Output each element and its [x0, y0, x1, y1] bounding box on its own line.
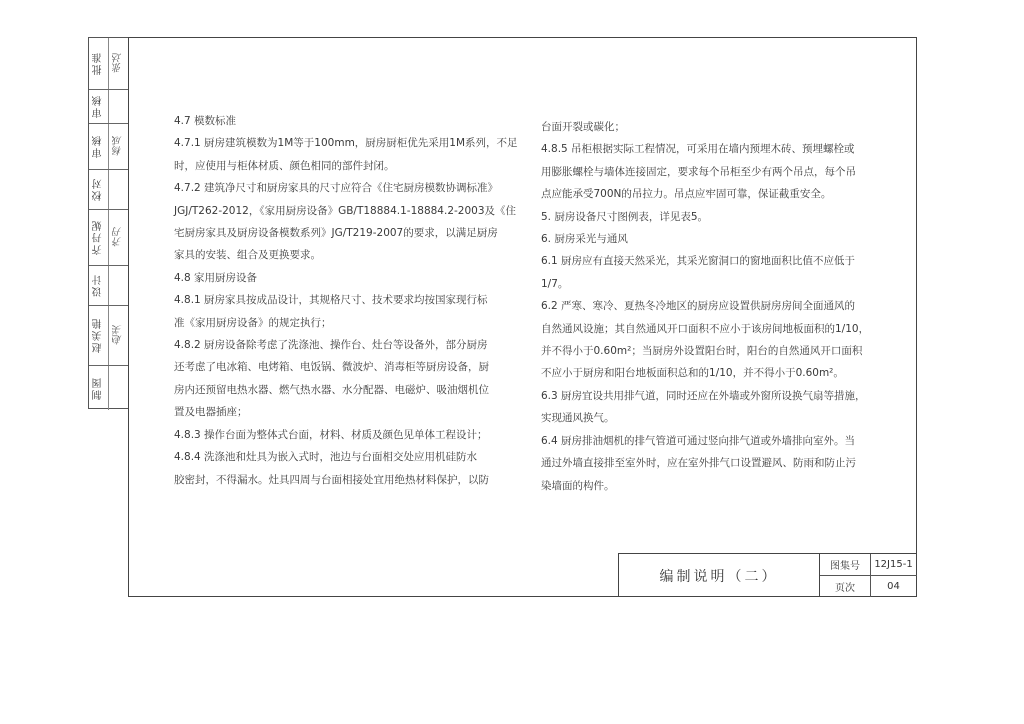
sidebar-label: 批准 [93, 51, 104, 76]
text-line: 4.7.2 建筑净尺寸和厨房家具的尺寸应符合《住宅厨房模数协调标准》 [174, 182, 499, 195]
text-line: 5. 厨房设备尺寸图例表，详见表5。 [541, 210, 709, 223]
sidebar-cell-designer [89, 306, 128, 366]
text-line: 胶密封，不得漏水。灶具四周与台面相接处宜用绝热材料保护，以防 [174, 473, 489, 486]
text-line: 4.8.5 吊柜根据实际工程情况，可采用在墙内预埋木砖、预埋螺栓或 [541, 143, 855, 156]
page-number: 04 [887, 580, 900, 592]
text-line: 6. 厨房采光与通风 [541, 233, 628, 246]
text-line: 6.1 厨房应有直接天然采光，其采光窗洞口的窗地面积比值不应低于 [541, 255, 856, 268]
text-line: 6.2 严寒、寒冷、夏热冬冷地区的厨房应设置供厨房房间全面通风的 [541, 300, 856, 313]
text-line: 置及电器插座； [174, 406, 248, 419]
signature: 齐丹 [113, 227, 124, 248]
signature: 赵美 [113, 325, 124, 346]
signature [109, 90, 128, 123]
text-line: 4.8.1 厨房家具按成品设计，其规格尺寸、技术要求均按国家现行标 [174, 294, 488, 307]
text-line: 实现通风换气。 [541, 412, 615, 425]
left-text-column [174, 110, 518, 491]
page-row [820, 576, 917, 598]
text-line: 4.7.1 厨房建筑模数为1M等于100mm，厨房厨柜优先采用1M系列，不足 [174, 137, 518, 150]
sidebar-cell-reviewer [89, 124, 128, 170]
title-block [618, 553, 917, 597]
text-line: 准《家用厨房设备》的规定执行； [174, 316, 332, 329]
text-line: 点应能承受700N的吊拉力。吊点应牢固可靠，保证截重安全。 [541, 188, 832, 201]
text-line: 用膨胀螺栓与墙体连接固定，要求每个吊柜至少有两个吊点，每个吊 [541, 165, 856, 178]
text-line: 4.7 模数标准 [174, 115, 237, 127]
text-line: 4.8.4 洗涤池和灶具为嵌入式时，池边与台面相交处应用机硅防水 [174, 451, 478, 464]
sidebar-cell-check [89, 170, 128, 210]
page-label: 页次 [820, 576, 871, 598]
text-line: 4.8.2 厨房设备除考虑了洗涤池、操作台、灶台等设备外，部分厨房 [174, 339, 488, 352]
sidebar-label: 审核 [93, 134, 104, 159]
atlas-label: 图集号 [820, 554, 871, 575]
sidebar-cell-drafting [89, 366, 128, 410]
atlas-row [820, 554, 917, 576]
sidebar-label: 制图 [93, 376, 104, 400]
text-line: JGJ/T262-2012，《家用厨房设备》GB/T18884.1-18884.2-2003及《住 [174, 204, 517, 217]
signature [109, 170, 128, 209]
signature [109, 266, 128, 305]
text-line: 6.4 厨房排油烟机的排气管道可通过竖向排气道或外墙排向室外。当 [541, 434, 856, 447]
sidebar-cell-approve [89, 38, 128, 90]
text-line: 6.3 厨房宜设共用排气道，同时还应在外墙或外窗所设换气扇等措施， [541, 389, 866, 402]
text-line: 自然通风设施；其自然通风开口面积不应小于该房间地板面积的1/10， [541, 322, 870, 335]
signature: 杨成 [113, 136, 124, 157]
text-line: 并不得小于0.60m²；当厨房外设置阳台时，阳台的自然通风开口面积 [541, 345, 863, 358]
sidebar-cell-checker [89, 210, 128, 266]
title-block-grid [819, 554, 917, 597]
text-line: 还考虑了电冰箱、电烤箱、电饭锅、微波炉、消毒柜等厨房设备，厨 [174, 361, 489, 374]
sheet-title: 编制说明（二） [659, 568, 779, 585]
text-line: 台面开裂或碳化； [541, 121, 625, 133]
signature [109, 366, 128, 410]
text-line: 通过外墙直接排至室外时，应在室外排气口设置避风、防雨和防止污 [541, 457, 856, 470]
sidebar-label: 校对 [93, 177, 104, 202]
atlas-number: 12J15-1 [874, 558, 913, 570]
sidebar-label: 设计 [93, 273, 104, 298]
text-line: 房内还预留电热水器、燃气热水器、水分配器、电磁炉、吸油烟机位 [174, 383, 489, 396]
sidebar-cell-design [89, 266, 128, 306]
text-line: 不应小于厨房和阳台地板面积总和的1/10，并不得小于0.60m²。 [541, 367, 844, 380]
text-line: 4.8.3 操作台面为整体式台面，材料、材质及颜色见单体工程设计； [174, 428, 488, 441]
signature-sidebar [88, 37, 128, 409]
sidebar-label: 审核 [93, 94, 104, 119]
text-line: 家具的安装、组合及更换要求。 [174, 249, 321, 262]
text-line: 宅厨房家具及厨房设备模数系列》JG/T219-2007的要求，以满足厨房 [174, 227, 498, 240]
sidebar-label: 赵美艳 [93, 317, 104, 354]
text-line: 时，应使用与柜体材质、颜色相同的部件封闭。 [174, 159, 395, 172]
right-text-column [541, 116, 871, 497]
text-line: 1/7。 [541, 277, 569, 290]
sidebar-label: 齐丹妮 [93, 219, 104, 256]
sidebar-cell-review [89, 90, 128, 124]
text-line: 4.8 家用厨房设备 [174, 271, 258, 284]
signature: 张达 [113, 53, 124, 74]
text-line: 染墙面的构件。 [541, 479, 615, 492]
